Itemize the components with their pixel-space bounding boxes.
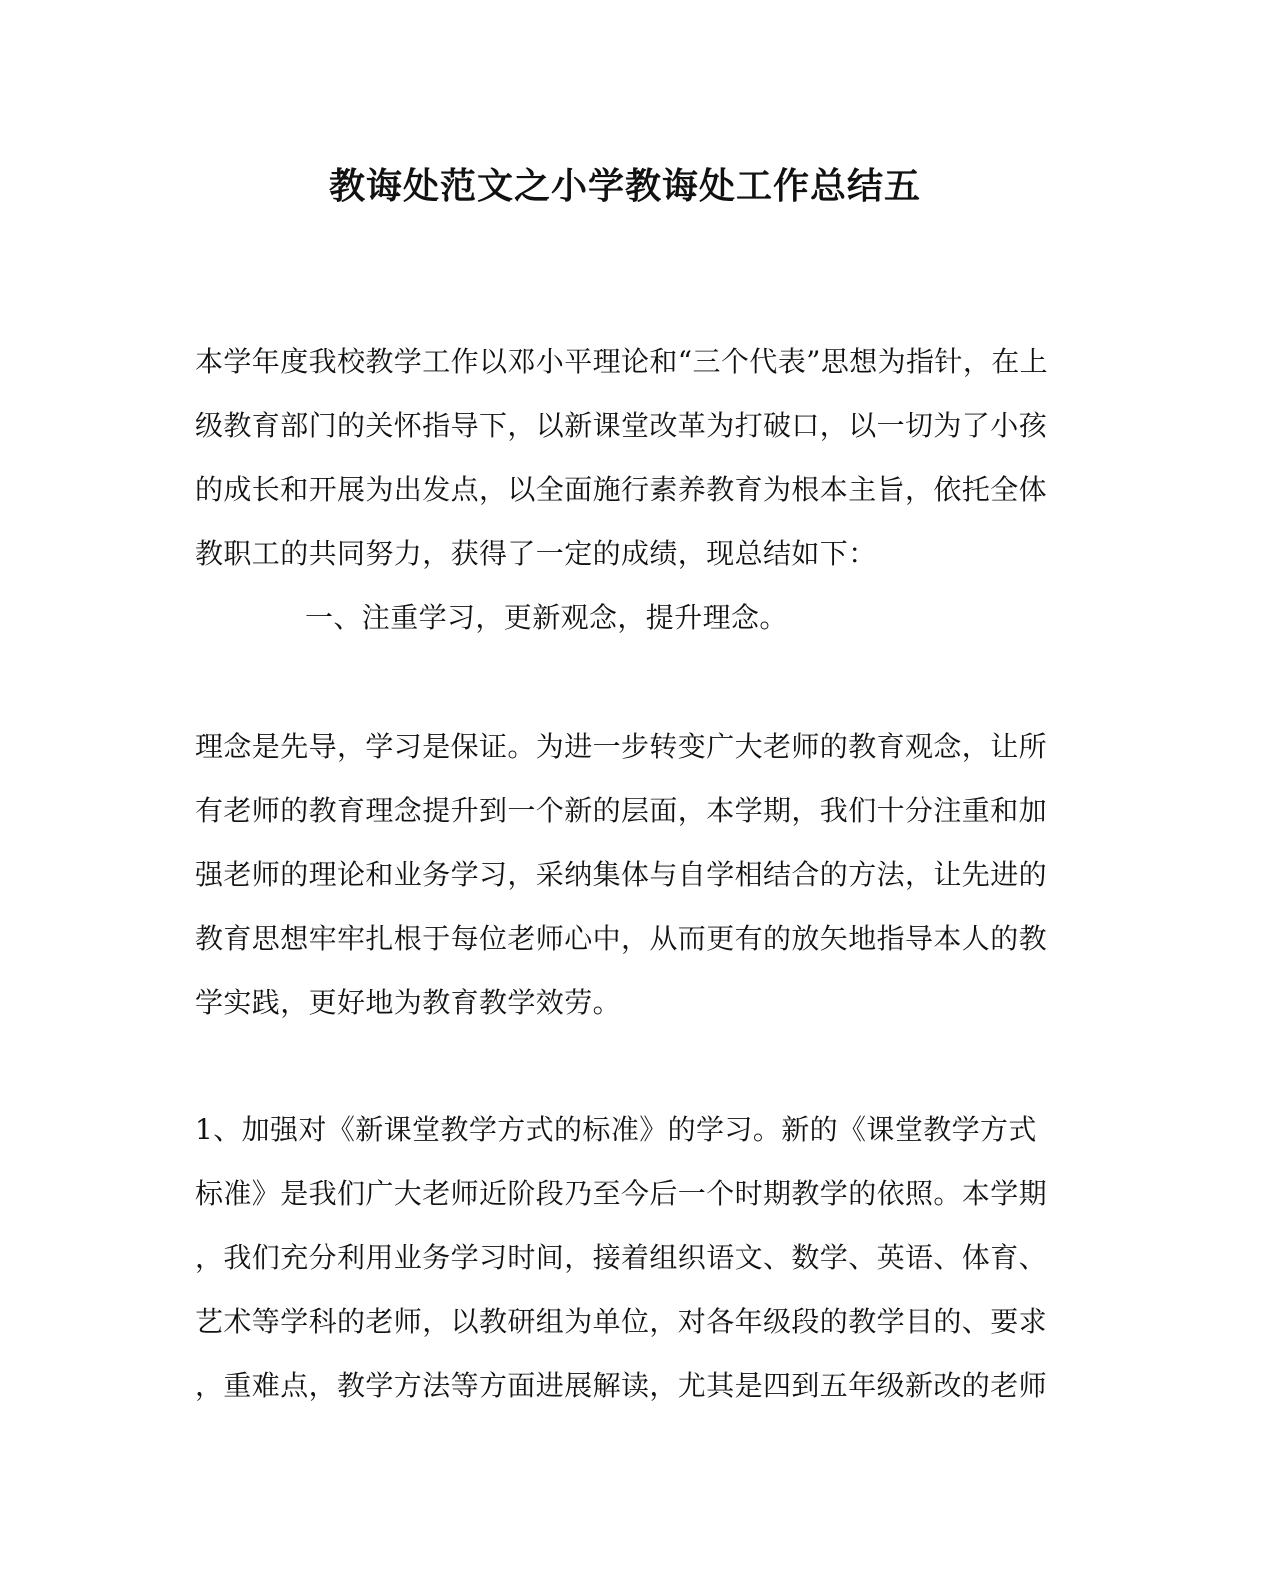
paragraph-line: 标准》是我们广大老师近阶段乃至今后一个时期教学的依照。本学期 (195, 1177, 1048, 1210)
paragraph-line: 有老师的教育理念提升到一个新的层面，本学期，我们十分注重和加 (195, 794, 1048, 827)
section-heading: 一、注重学习，更新观念，提升理念。 (305, 601, 788, 634)
paragraph-line: 级教育部门的关怀指导下，以新课堂改革为打破口，以一切为了小孩 (195, 409, 1048, 442)
paragraph-line: 学实践，更好地为教育教学效劳。 (195, 986, 622, 1019)
paragraph-line: 强老师的理论和业务学习，采纳集体与自学相结合的方法，让先进的 (195, 858, 1048, 891)
paragraph-line: 艺术等学科的老师，以教研组为单位，对各年级段的教学目的、要求 (195, 1305, 1048, 1338)
paragraph-standards (195, 1098, 1055, 1418)
paragraph-line: 本学年度我校教学工作以邓小平理论和“三个代表”思想为指针，在上 (195, 345, 1049, 378)
paragraph-line: 理念是先导，学习是保证。为进一步转变广大老师的教育观念，让所 (195, 730, 1048, 763)
paragraph-line: ，我们充分利用业务学习时间，接着组织语文、数学、英语、体育、 (195, 1241, 1048, 1274)
paragraph-line: 教育思想牢牢扎根于每位老师心中，从而更有的放矢地指导本人的教 (195, 922, 1048, 955)
paragraph-line: 教职工的共同努力，获得了一定的成绩，现总结如下： (195, 537, 877, 570)
paragraph-line: 的成长和开展为出发点，以全面施行素养教育为根本主旨，依托全体 (195, 473, 1048, 506)
paragraph-learning (195, 715, 1055, 1035)
paragraph-intro (195, 330, 1055, 650)
paragraph-line: ，重难点，教学方法等方面进展解读，尤其是四到五年级新改的老师 (195, 1369, 1048, 1402)
paragraph-line: 1、加强对《新课堂教学方式的标准》的学习。新的《课堂教学方式 (195, 1113, 1037, 1146)
document-title: 教诲处范文之小学教诲处工作总结五 (328, 165, 921, 207)
